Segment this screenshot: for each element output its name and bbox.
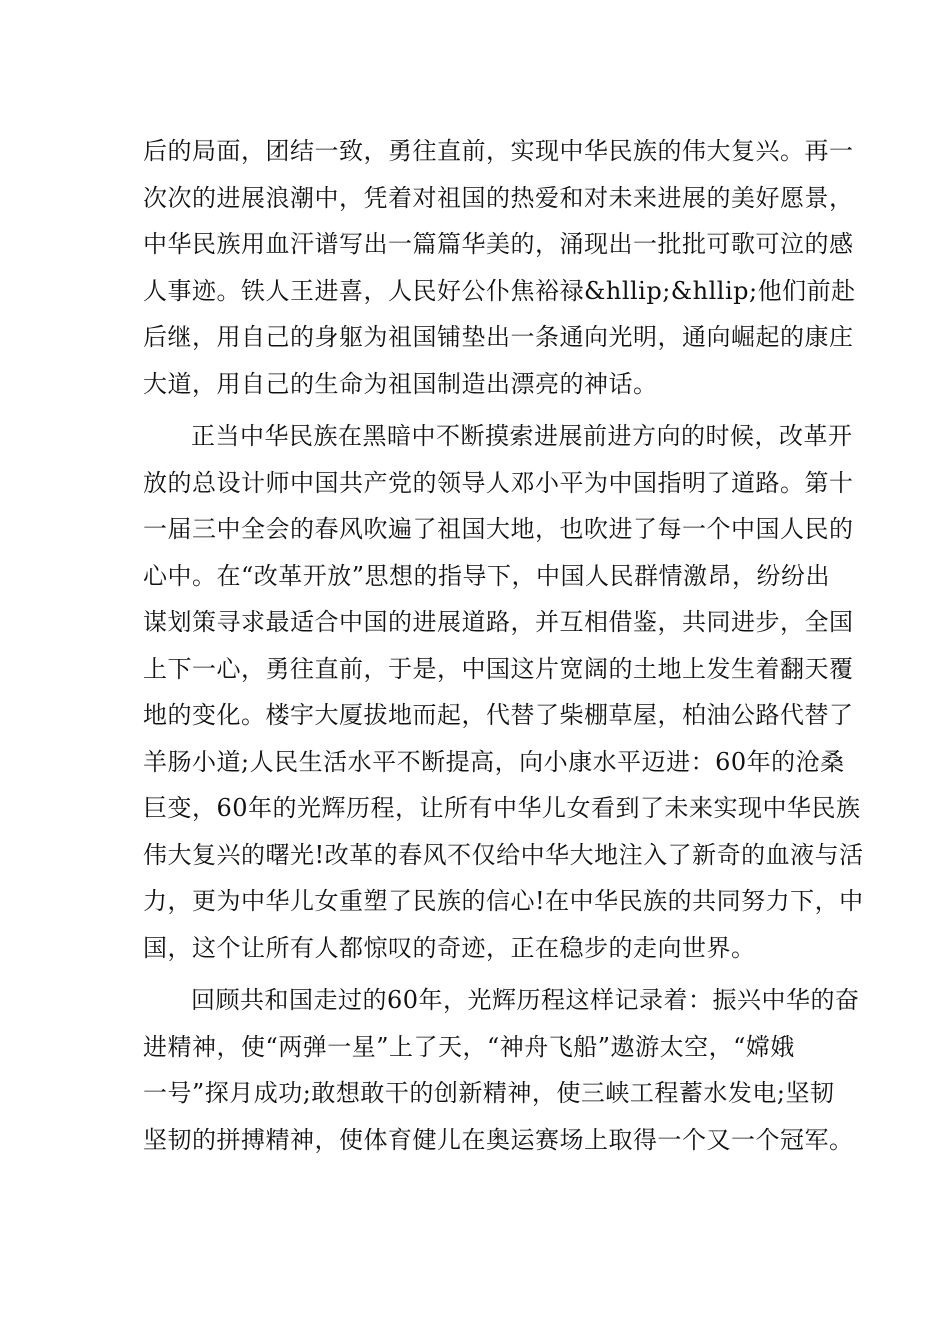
- text-line: 一号”探月成功;敢想敢干的创新精神，使三峡工程蓄水发电;坚韧: [143, 1079, 835, 1107]
- text-line-first-indented: 回顾共和国走过的60年，光辉历程这样记录着：振兴中华的奋: [191, 986, 860, 1014]
- text-line: 羊肠小道;人民生活水平不断提高，向小康水平迈进：60年的沧桑: [143, 747, 845, 776]
- text-line: 地的变化。楼宇大厦拔地而起，代替了柴棚草屋，柏油公路代替了: [143, 701, 854, 729]
- text-line: 心中。在“改革开放”思想的指导下，中国人民群情激昂，纷纷出: [143, 561, 831, 590]
- text-line: 伟大复兴的曙光!改革的春风不仅给中华大地注入了新奇的血液与活: [143, 840, 864, 869]
- text-line: 进精神，使“两弹一星”上了天，“神舟飞船”遨游太空，“嫦娥: [143, 1032, 795, 1061]
- paragraph-3: [143, 977, 860, 1163]
- text-line: 后的局面，团结一致，勇往直前，实现中华民族的伟大复兴。再一: [143, 137, 854, 165]
- paragraph-2: [143, 413, 864, 971]
- text-line: 一届三中全会的春风吹遍了祖国大地，也吹进了每一个中国人民的: [143, 515, 854, 543]
- text-line: 中华民族用血汗谱写出一篇篇华美的，涌现出一批批可歌可泣的感: [143, 230, 854, 258]
- text-line: 大道，用自己的生命为祖国制造出漂亮的神话。: [143, 369, 658, 398]
- document-body: [143, 128, 864, 1169]
- text-line: 力，更为中华儿女重塑了民族的信心!在中华民族的共同努力下，中: [143, 887, 864, 915]
- text-line: 国，这个让所有人都惊叹的奇迹，正在稳步的走向世界。: [143, 933, 756, 962]
- text-line: 谋划策寻求最适合中国的进展道路，并互相借鉴，共同进步，全国: [143, 608, 854, 636]
- text-line: 人事迹。铁人王进喜，人民好公仆焦裕禄&hllip;&hllip;他们前赴: [143, 276, 856, 305]
- paragraph-1: [143, 128, 856, 407]
- text-line: 后继，用自己的身躯为祖国铺垫出一条通向光明，通向崛起的康庄: [143, 323, 854, 351]
- text-line: 上下一心，勇往直前，于是，中国这片宽阔的土地上发生着翻天覆: [143, 654, 854, 683]
- text-line: 坚韧的拼搏精神，使体育健儿在奥运赛场上取得一个又一个冠军。: [143, 1125, 854, 1154]
- text-line: 巨变，60年的光辉历程，让所有中华儿女看到了未来实现中华民族: [143, 794, 861, 822]
- text-line: 放的总设计师中国共产党的领导人邓小平为中国指明了道路。第十: [143, 468, 854, 497]
- text-line-first-indented: 正当中华民族在黑暗中不断摸索进展前进方向的时候，改革开: [191, 422, 853, 450]
- text-line: 次次的进展浪潮中，凭着对祖国的热爱和对未来进展的美好愿景，: [143, 183, 854, 212]
